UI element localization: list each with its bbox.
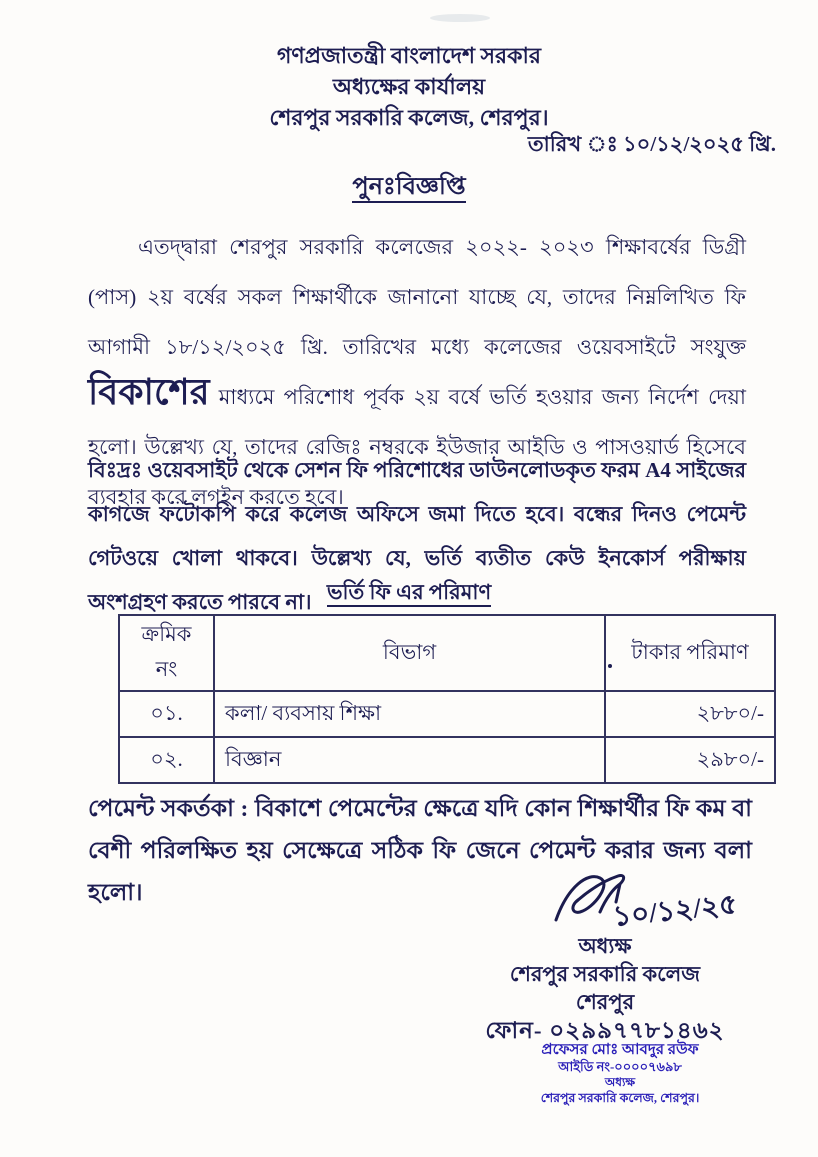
phone-number: ফোন- ০২৯৯৭৭৮১৪৬২	[485, 1018, 725, 1043]
table-row	[119, 691, 775, 737]
issue-date: তারিখ ঃ ১০/১২/২০২৫ খ্রি.	[527, 132, 776, 156]
letterhead	[0, 40, 818, 133]
signatory-role: অধ্যক্ষ	[578, 934, 632, 958]
notice-title-text: পুনঃবিজ্ঞপ্তি	[352, 174, 465, 203]
row-amount: ২৮৮০/-	[605, 691, 775, 737]
office-name: অধ্যক্ষের কার্যালয়	[332, 74, 486, 99]
stamp-principal-name: প্রফেসর মোঃ আবদুর রউফ	[541, 1042, 699, 1058]
signature-block	[455, 932, 755, 1046]
header-serial: ক্রমিক নং	[119, 615, 214, 691]
scan-smudge	[430, 14, 490, 22]
handwritten-date: ১০/১২/২৫	[611, 889, 739, 933]
fee-table-caption-text: ভর্তি ফি এর পরিমাণ	[327, 580, 491, 607]
nb-paragraph: বিঃদ্রঃ ওয়েবসাইট থেকে সেশন ফি পরিশোধের ডাউনলোডকৃত ফরম A4 সাইজের কাগজে ফটোকপি করে কলেজ অফিসে জমা দিতে হবে। বন্ধের দিনও পেমেন্ট গেটওয়ে খোলা থাকবে। উল্লেখ্য যে, ভর্তি ব্যতীত কেউ ইনকোর্স পরীক্ষায় অংশগ্রহণ করতে পারবে না।	[88, 458, 746, 614]
main-paragraph-before: এতদ্দ্বারা শেরপুর সরকারি কলেজের ২০২২- ২০২৩ শিক্ষাবর্ষের ডিগ্রী (পাস) ২য় বর্ষের সকল শিক্ষার্থীকে জানানো যাচ্ছে যে, তাদের নিম্নলিখিত ফি আগামী ১৮/১২/২০২৫ খ্রি. তারিখের মধ্যে কলেজের ওয়েবসাইটে সংযুক্ত	[88, 235, 746, 359]
main-paragraph-after: মাধ্যমে পরিশোধ পূর্বক ২য় বর্ষে ভর্তি হওয়ার জন্য নির্দেশ দেয়া হলো। উল্লেখ্য যে, তাদের রেজিঃ নম্বরকে ইউজার আইডি ও পাসওয়ার্ড হিসেবে ব্যবহার করে লগইন করতে হবে।	[88, 385, 746, 509]
fee-table	[118, 614, 776, 784]
notice-title	[0, 168, 818, 208]
row-department: বিজ্ঞান	[214, 737, 605, 783]
row-serial: ০২.	[119, 737, 214, 783]
official-stamp	[470, 1042, 770, 1106]
stamp-id-number: আইডি নং-০০০০৭৬৯৮	[558, 1059, 682, 1074]
handwritten-signature	[548, 868, 748, 940]
signatory-place: শেরপুর	[575, 990, 635, 1014]
signatory-org: শেরপুর সরকারি কলেজ	[509, 962, 701, 986]
header-amount: টাকার পরিমাণ	[605, 615, 775, 691]
header-department: বিভাগ	[214, 615, 605, 691]
payment-warning-paragraph: পেমেন্ট সকর্তকা : বিকাশে পেমেন্টের ক্ষেত্রে যদি কোন শিক্ষার্থীর ফি কম বা বেশী পরিলক্ষিত হয় সেক্ষেত্রে সঠিক ফি জেনে পেমেন্ট করার জন্য বলা হলো।	[88, 796, 752, 906]
bkash-highlight: বিকাশের	[88, 372, 210, 412]
stamp-role: অধ্যক্ষ	[604, 1075, 636, 1089]
government-name: গণপ্রজাতন্ত্রী বাংলাদেশ সরকার	[276, 43, 542, 68]
row-serial: ০১.	[119, 691, 214, 737]
row-department: কলা/ ব্যবসায় শিক্ষা	[214, 691, 605, 737]
fee-table-header-row	[119, 615, 775, 691]
row-amount: ২৯৮০/-	[605, 737, 775, 783]
fee-table-caption	[0, 576, 818, 611]
stamp-college-name: শেরপুর সরকারি কলেজ, শেরপুর।	[540, 1091, 700, 1105]
college-name: শেরপুর সরকারি কলেজ, শেরপুর।	[269, 105, 549, 130]
table-row	[119, 737, 775, 783]
scan-dot-artifact	[608, 664, 612, 668]
